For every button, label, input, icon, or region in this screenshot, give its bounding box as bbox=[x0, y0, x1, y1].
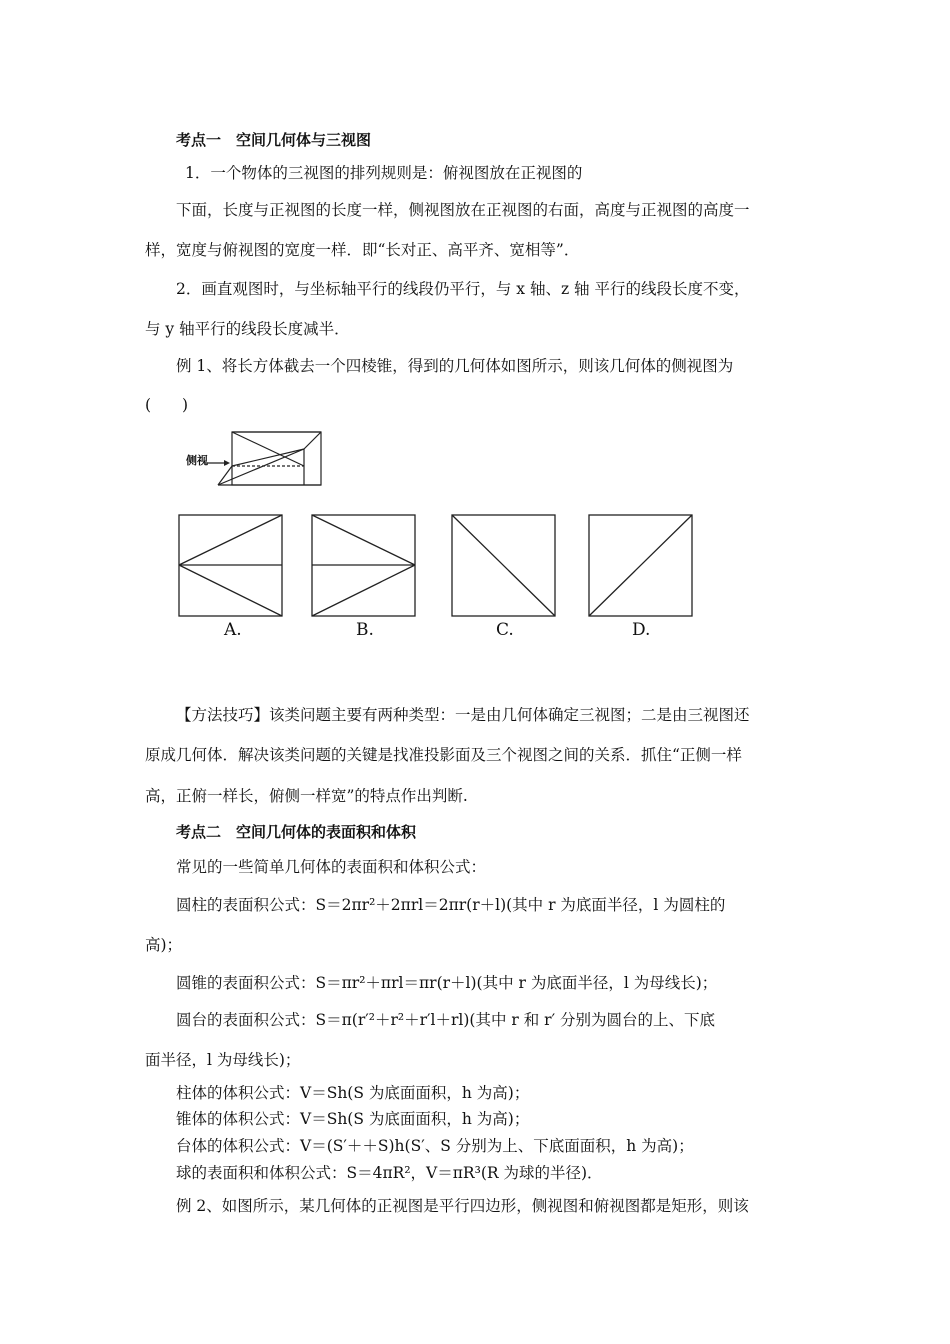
paragraph: 2．画直观图时，与坐标轴平行的线段仍平行，与 x 轴、z 轴 平行的线段长度不变， bbox=[176, 280, 750, 298]
answer-blank: ( ) bbox=[145, 396, 189, 414]
option-a-figure bbox=[178, 514, 284, 617]
paragraph: 常见的一些简单几何体的表面积和体积公式： bbox=[176, 858, 487, 876]
formula-line: 球的表面积和体积公式：S＝4πR²，V＝πR³(R 为球的半径)． bbox=[176, 1164, 603, 1182]
option-b-figure bbox=[311, 514, 417, 617]
formula-line: 圆柱的表面积公式：S＝2πr²＋2πrl＝2πr(r＋l)(其中 r 为底面半径，l 为圆柱的 bbox=[176, 896, 726, 914]
tips-paragraph: 原成几何体．解决该类问题的关键是找准投影面及三个视图之间的关系．抓住“正侧一样 bbox=[145, 746, 742, 764]
paragraph: 1．一个物体的三视图的排列规则是：俯视图放在正视图的 bbox=[185, 164, 583, 182]
section1-heading: 考点一 空间几何体与三视图 bbox=[176, 131, 372, 149]
tips-paragraph: 【方法技巧】该类问题主要有两种类型：一是由几何体确定三视图；二是由三视图还 bbox=[176, 706, 750, 724]
option-d-label: D. bbox=[632, 620, 651, 640]
example2-question: 例 2、如图所示，某几何体的正视图是平行四边形，侧视图和俯视图都是矩形，则该 bbox=[176, 1197, 749, 1215]
paragraph: 样，宽度与俯视图的宽度一样．即“长对正、高平齐、宽相等”． bbox=[145, 241, 580, 259]
formula-line: 柱体的体积公式：V＝Sh(S 为底面面积，h 为高)； bbox=[176, 1084, 530, 1102]
formula-line: 圆锥的表面积公式：S＝πr²＋πrl＝πr(r＋l)(其中 r 为底面半径，l 为母线长)； bbox=[176, 974, 718, 992]
formula-line: 高)； bbox=[145, 936, 183, 954]
option-d-figure bbox=[588, 514, 694, 617]
tips-paragraph: 高，正俯一样长，俯侧一样宽”的特点作出判断. bbox=[145, 787, 468, 805]
option-a-label: A. bbox=[224, 620, 242, 640]
section2-heading: 考点二 空间几何体的表面积和体积 bbox=[176, 823, 417, 841]
side-view-label: 侧视 bbox=[186, 454, 208, 467]
formula-line: 圆台的表面积公式：S＝π(r′²＋r²＋r′l＋rl)(其中 r 和 r′ 分别为圆台的上、下底 bbox=[176, 1011, 716, 1029]
option-b-label: B. bbox=[356, 620, 374, 640]
option-c-figure bbox=[451, 514, 557, 617]
formula-line: 锥体的体积公式：V＝Sh(S 为底面面积，h 为高)； bbox=[176, 1110, 530, 1128]
paragraph: 下面，长度与正视图的长度一样，侧视图放在正视图的右面，高度与正视图的高度一 bbox=[176, 201, 750, 219]
paragraph: 与 y 轴平行的线段长度减半． bbox=[145, 320, 350, 338]
option-c-label: C. bbox=[496, 620, 514, 640]
formula-line: 台体的体积公式：V＝(S′＋＋S)h(S′、S 分别为上、下底面面积，h 为高)； bbox=[176, 1137, 694, 1155]
example1-question: 例 1、将长方体截去一个四棱锥，得到的几何体如图所示，则该几何体的侧视图为 bbox=[176, 357, 734, 375]
formula-line: 面半径，l 为母线长)； bbox=[145, 1051, 301, 1069]
